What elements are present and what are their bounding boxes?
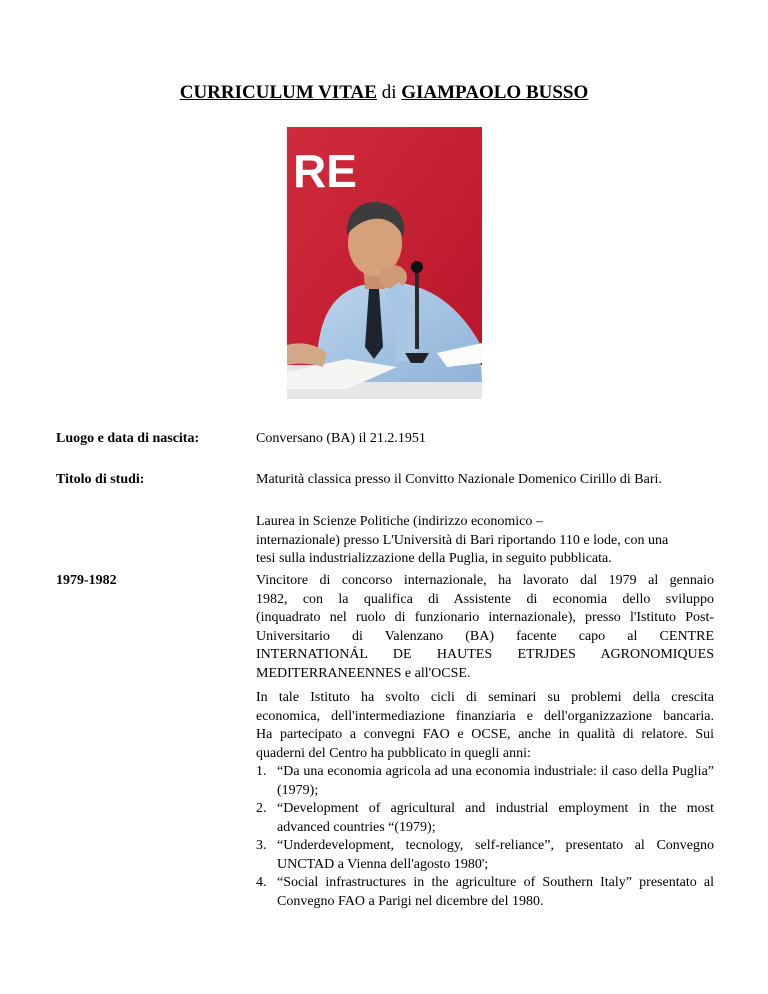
birth-value: Conversano (BA) il 21.2.1951 [256,431,426,446]
publication-item [256,837,714,874]
paragraph-line: Ha partecipato a convegni FAO e OCSE, anche in qualità di relatore. Sui [256,727,714,742]
paragraph-line: MEDITERRANEENNES e all'OCSE. [256,665,471,681]
publication-text: “Da una economia agricola ad una economia industriale: il caso della Puglia” (1979); [277,764,714,798]
degree-line: Laurea in Scienze Politiche (indirizzo economico – [256,514,543,529]
publication-item [256,763,714,800]
studies-label: Titolo di studi: [56,472,145,487]
title-di: di [381,82,397,103]
period-label: 1979-1982 [56,573,117,588]
studies-degree [256,513,714,569]
portrait-photo-illustration [287,127,482,399]
publication-number: 3. [256,838,267,853]
page-title [0,81,768,105]
publication-text: “Social infrastructures in the agriculture of Southern Italy” presentato al Convegno FAO a Parigi nel dicembre del 1980. [277,875,714,909]
period-paragraph-2 [256,689,714,911]
degree-line: tesi sulla industrializzazione della Puglia, in seguito pubblicata. [256,551,612,566]
publications-list [256,763,714,911]
publication-text: “Underdevelopment, tecnology, self-reliance”, presentato al Convegno UNCTAD a Vienna dell'agosto 1980'; [277,838,714,872]
studies-maturita: Maturità classica presso il Convitto Nazionale Domenico Cirillo di Bari. [256,472,662,487]
publication-number: 1. [256,764,267,779]
publication-item [256,800,714,837]
birth-label: Luogo e data di nascita: [56,431,200,446]
paragraph-line: (inquadrato nel ruolo di funzionario internazionale), presso l'Istituto Post- [256,610,714,625]
publication-item [256,874,714,911]
paragraph-line: In tale Istituto ha svolto cicli di seminari su problemi della crescita [256,690,714,705]
backdrop-text: RE [293,145,357,197]
paragraph-line: Universitario di Valenzano (BA) facente capo al CENTRE [256,628,714,644]
title-cv: CURRICULUM VITAE [179,82,377,103]
portrait-photo [287,127,482,399]
paragraph-line: 1982, con la qualifica di Assistente di economia dello sviluppo [256,591,714,607]
paragraph-line: economica, dell'intermediazione finanziaria e dell'organizzazione bancaria. [256,708,714,724]
publication-number: 4. [256,875,267,890]
period-paragraph-1 [256,572,714,683]
publication-text: “Development of agricultural and industrial employment in the most advanced countries “(1979); [277,801,714,835]
degree-line: internazionale) presso L'Università di Bari riportando 110 e lode, con una [256,532,669,548]
paragraph-line: INTERNATIONÁL DE HAUTES ETRJDES AGRONOMIQUES [256,647,714,662]
paragraph-line: quaderni del Centro ha pubblicato in quegli anni: [256,745,531,761]
publication-number: 2. [256,801,267,816]
paragraph-line: Vincitore di concorso internazionale, ha lavorato dal 1979 al gennaio [256,573,714,588]
title-name: GIAMPAOLO BUSSO [401,82,589,103]
